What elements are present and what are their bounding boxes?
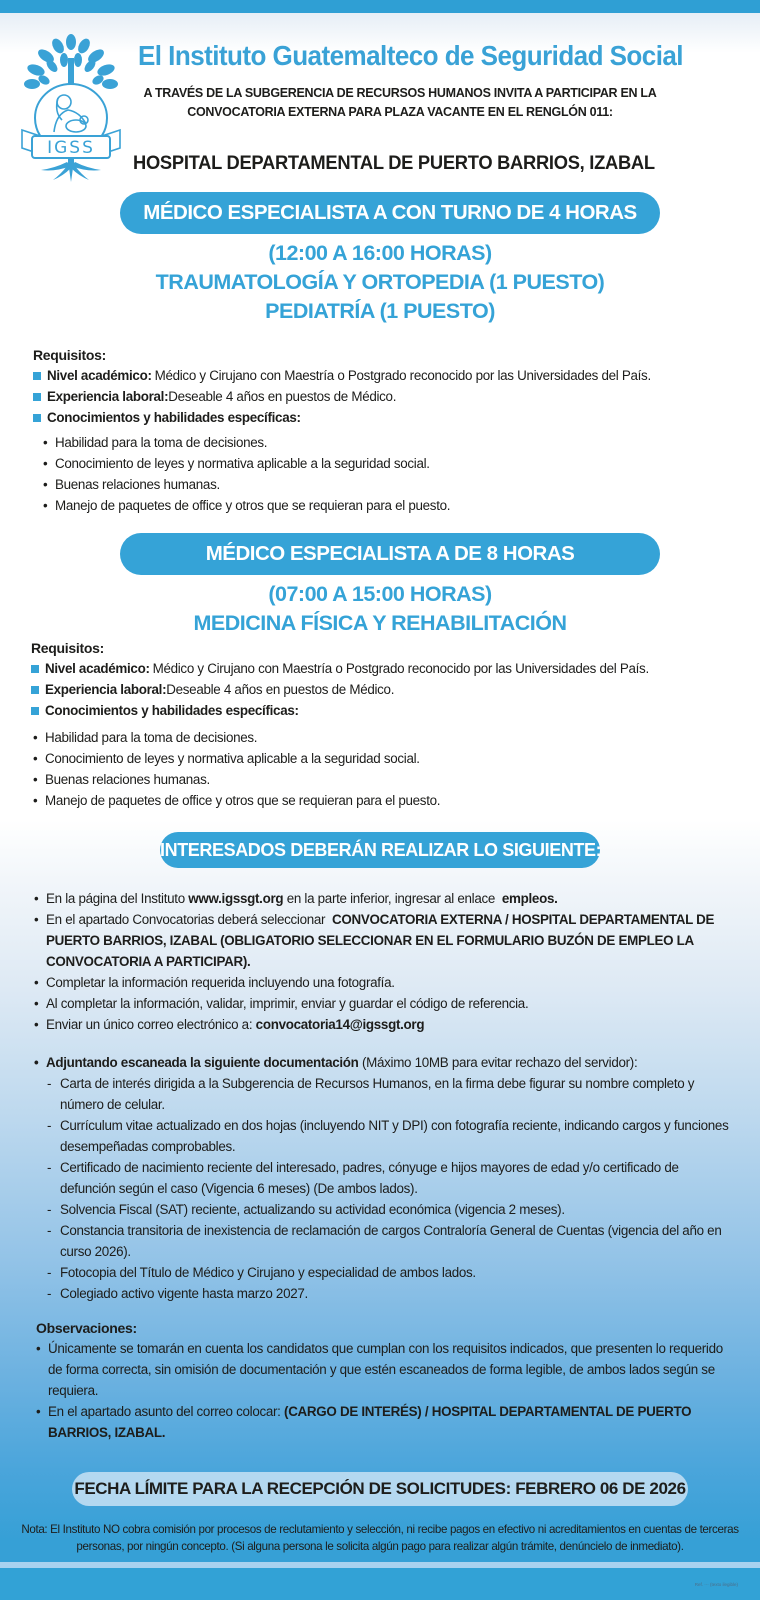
requirement-skills: [33, 407, 743, 428]
igss-logo: [18, 32, 124, 182]
email-link[interactable]: convocatoria14@igssgt.org: [255, 1017, 425, 1032]
square-bullet-icon: [33, 393, 41, 401]
requirement-value: Deseable 4 años en puestos de Médico.: [168, 389, 397, 404]
org-subtitle-line2: CONVOCATORIA EXTERNA PARA PLAZA VACANTE EN EL RENGLÓN 011:: [187, 105, 613, 119]
skills-list: [33, 432, 743, 516]
disclaimer-note: Nota: El Instituto NO cobra comisión por procesos de reclutamiento y selección, ni recibe pagos en efectivo ni acreditamientos en cuentas de terceras personas, por ningún concepto. (Si alguna persona le solicita algún pago para realizar algún trámite, denúncielo de inmediato).: [21, 1523, 739, 1553]
empleos-link[interactable]: empleos.: [501, 891, 558, 906]
step-text: Enviar un único correo electrónico a:: [46, 1017, 256, 1032]
position1-requirements: [33, 345, 743, 516]
documents-section: [34, 1052, 734, 1304]
requirement-label: Experiencia laboral:: [45, 682, 167, 697]
position1-specialty: TRAUMATOLOGÍA Y ORTOPEDIA (1 PUESTO): [155, 270, 605, 294]
requirement-label: Conocimientos y habilidades específicas:: [45, 703, 299, 718]
square-bullet-icon: [31, 707, 39, 715]
skill-item: • Conocimiento de leyes y normativa aplicable a la seguridad social.: [33, 748, 741, 769]
observation-item: • Únicamente se tomarán en cuenta los candidatos que cumplan con los requisitos indicados, que presenten lo requerido de forma correcta, sin omisión de documentación y que estén escaneados de forma legible, de ambos lados según se requiera.: [36, 1338, 736, 1401]
observation-text: En el apartado asunto del correo colocar:: [48, 1404, 285, 1419]
instruction-steps: [34, 888, 734, 1035]
document-item: - Solvencia Fiscal (SAT) reciente, actualizando su actividad económica (vigencia 2 meses).: [34, 1199, 734, 1220]
org-title: El Instituto Guatemalteco de Seguridad Social: [138, 40, 683, 71]
requirement-value: Médico y Cirujano con Maestría o Postgrado reconocido por las Universidades del País.: [152, 661, 649, 676]
instructions-title-pill: INTERESADOS DEBERÁN REALIZAR LO SIGUIENTE:: [160, 832, 600, 868]
requirement-label: Experiencia laboral:: [47, 389, 169, 404]
document-item: - Carta de interés dirigida a la Subgerencia de Recursos Humanos, en la firma debe figurar su nombre completo y número de celular.: [34, 1073, 734, 1115]
requirement-label: Nivel académico:: [45, 661, 150, 676]
document-item: - Fotocopia del Título de Médico y Cirujano y especialidad de ambos lados.: [34, 1262, 734, 1283]
square-bullet-icon: [33, 414, 41, 422]
deadline-pill: FECHA LÍMITE PARA LA RECEPCIÓN DE SOLICITUDES: FEBRERO 06 DE 2026: [72, 1472, 688, 1506]
requirement-label: Conocimientos y habilidades específicas:: [47, 410, 301, 425]
skill-item: • Manejo de paquetes de office y otros que se requieran para el puesto.: [33, 790, 741, 811]
hospital-name: HOSPITAL DEPARTAMENTAL DE PUERTO BARRIOS, IZABAL: [133, 152, 655, 174]
square-bullet-icon: [31, 665, 39, 673]
observation-bold-text: (CARGO DE INTERÉS) / HOSPITAL DEPARTAMENTAL DE PUERTO BARRIOS, IZABAL.: [48, 1404, 692, 1440]
requirement-academic: [33, 365, 743, 386]
position1-title-pill: MÉDICO ESPECIALISTA A CON TURNO DE 4 HORAS: [120, 192, 660, 234]
observations-section: [36, 1318, 736, 1443]
documents-heading: [34, 1052, 734, 1073]
website-link[interactable]: www.igssgt.org: [188, 891, 284, 906]
step-text: en la parte inferior, ingresar al enlace: [283, 891, 499, 906]
position2-schedule: (07:00 A 15:00 HORAS): [268, 582, 492, 606]
document-item: - Currículum vitae actualizado en dos hojas (incluyendo NIT y DPI) con fotografía reciente, indicando cargos y funciones desempeñadas comprobables.: [34, 1115, 734, 1157]
document-item: - Certificado de nacimiento reciente del interesado, padres, cónyuge e hijos mayores de edad y/o certificado de defunción según el caso (Vigencia 6 meses) (De ambos lados).: [34, 1157, 734, 1199]
skill-item: • Conocimiento de leyes y normativa aplicable a la seguridad social.: [43, 453, 743, 474]
requirement-value: Deseable 4 años en puestos de Médico.: [166, 682, 395, 697]
requirements-title: Requisitos:: [31, 640, 104, 656]
documents-heading-rest: (Máximo 10MB para evitar rechazo del servidor):: [358, 1055, 638, 1070]
position2-requirements: [31, 638, 741, 811]
step-text: En el apartado Convocatorias deberá seleccionar: [46, 912, 329, 927]
bottom-band: [0, 1568, 760, 1600]
document-item: - Constancia transitoria de inexistencia de reclamación de cargos Contraloría General de Cuentas (vigencia del año en curso 2026).: [34, 1220, 734, 1262]
skill-item: • Habilidad para la toma de decisiones.: [43, 432, 743, 453]
position2-title-pill: MÉDICO ESPECIALISTA A DE 8 HORAS: [120, 533, 660, 575]
requirement-academic: [31, 658, 741, 679]
logo-text: IGSS: [47, 138, 95, 158]
step-item: [34, 909, 734, 972]
step-item: [34, 1014, 734, 1035]
org-subtitle-line1: A TRAVÉS DE LA SUBGERENCIA DE RECURSOS HUMANOS INVITA A PARTICIPAR EN LA: [143, 86, 657, 100]
requirement-experience: [31, 679, 741, 700]
square-bullet-icon: [31, 686, 39, 694]
step-item: • Al completar la información, validar, imprimir, enviar y guardar el código de referencia.: [34, 993, 734, 1014]
observation-item: [36, 1401, 736, 1443]
skill-item: • Buenas relaciones humanas.: [43, 474, 743, 495]
requirement-experience: [33, 386, 743, 407]
square-bullet-icon: [33, 372, 41, 380]
footer-reference: Ref. ··· (texto ilegible): [694, 1582, 738, 1587]
requirement-skills: [31, 700, 741, 721]
step-bold-text: CONVOCATORIA EXTERNA / HOSPITAL DEPARTAMENTAL DE PUERTO BARRIOS, IZABAL (OBLIGATORIO SELECCIONAR EN EL FORMULARIO BUZÓN DE EMPLEO LA CONVOCATORIA A PARTICIPAR).: [46, 912, 715, 969]
top-color-bar: [0, 0, 760, 13]
skills-list: [31, 727, 741, 811]
requirement-value: Médico y Cirujano con Maestría o Postgrado reconocido por las Universidades del País.: [154, 368, 651, 383]
skill-item: • Manejo de paquetes de office y otros que se requieran para el puesto.: [43, 495, 743, 516]
position1-details: [0, 239, 760, 326]
position1-schedule: (12:00 A 16:00 HORAS): [268, 241, 492, 265]
requirement-label: Nivel académico:: [47, 368, 152, 383]
document-item: - Colegiado activo vigente hasta marzo 2027.: [34, 1283, 734, 1304]
skill-item: • Buenas relaciones humanas.: [33, 769, 741, 790]
requirements-title: Requisitos:: [33, 347, 106, 363]
step-item: • Completar la información requerida incluyendo una fotografía.: [34, 972, 734, 993]
position2-details: [0, 580, 760, 638]
org-subtitle: [140, 84, 660, 122]
step-item: [34, 888, 734, 909]
position1-specialty: PEDIATRÍA (1 PUESTO): [265, 299, 495, 323]
step-text: En la página del Instituto: [46, 891, 189, 906]
position2-specialty: MEDICINA FÍSICA Y REHABILITACIÓN: [193, 611, 567, 635]
documents-heading-bold: Adjuntando escaneada la siguiente documentación: [46, 1055, 359, 1070]
skill-item: • Habilidad para la toma de decisiones.: [33, 727, 741, 748]
igss-tree-mother-child-icon: [18, 32, 124, 182]
observations-title: Observaciones:: [36, 1320, 137, 1336]
